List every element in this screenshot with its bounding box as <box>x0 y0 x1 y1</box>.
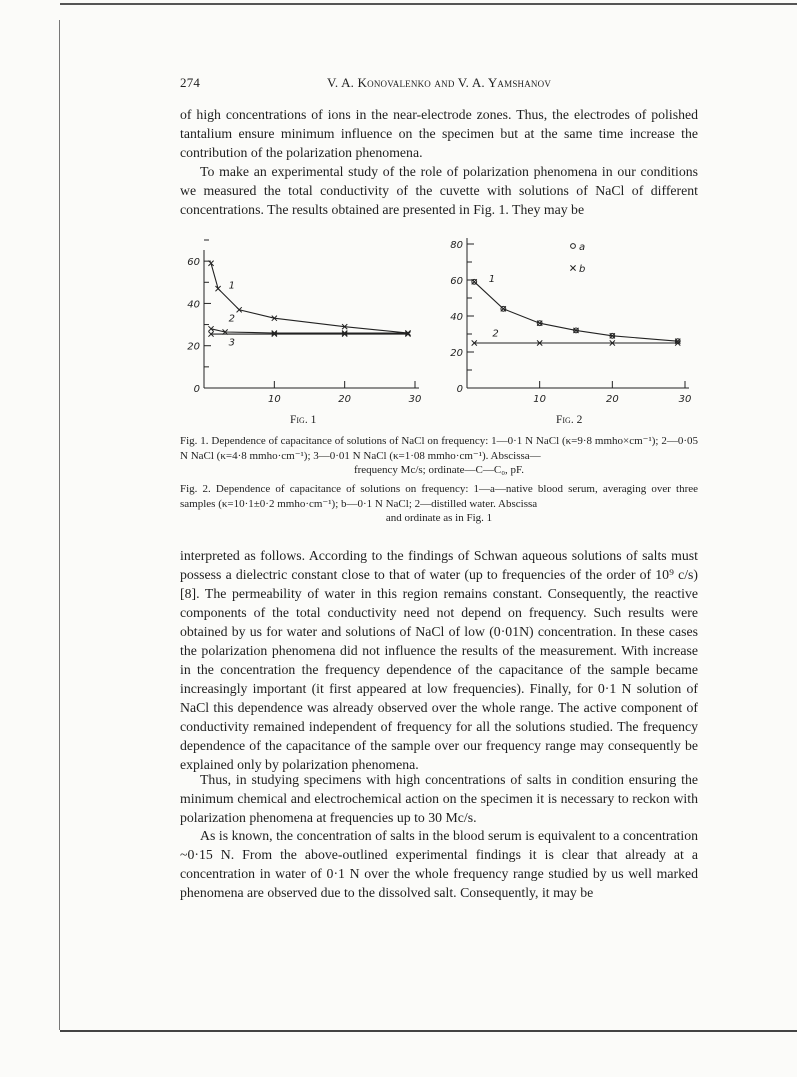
y-tick-label: 0 <box>456 384 463 395</box>
page-header <box>180 75 698 93</box>
curve-label-2: 2 <box>228 313 235 325</box>
legend-label-a: a <box>579 242 586 253</box>
y-tick-label: 80 <box>450 240 463 251</box>
curve-label-1: 1 <box>488 273 496 285</box>
y-tick-label: 20 <box>450 348 463 359</box>
y-tick-label: 60 <box>450 276 463 287</box>
figure-2-chart <box>445 232 705 412</box>
legend-marker-b <box>570 265 575 270</box>
series-line-1 <box>474 282 677 341</box>
legend-label-b: b <box>579 264 586 275</box>
page-bottom-edge <box>60 1030 797 1032</box>
figure-1-caption-text: Fig. 1. Dependence of capacitance of solutions of NaCl on frequency: 1—0·1 N NaCl (κ=9·8 mmho×cm⁻¹); 2—0·05 N NaCl (κ=4·8 mmho·cm⁻¹); 3—0·01 N NaCl (κ=1·08 mmho·cm⁻¹). Abscissa— <box>180 435 698 462</box>
running-title: V. A. Konovalenko and V. A. Yamshanov <box>326 75 552 90</box>
paragraph-2: To make an experimental study of the role of polarization phenomena in our conditions we measured the total conductivity of the cuvette with solutions of NaCl of different concentrations. The results obtained are presented in Fig. 1. They may be <box>180 164 698 217</box>
figure-1-caption <box>180 434 698 478</box>
y-tick-label: 40 <box>450 312 463 323</box>
y-tick-label: 60 <box>187 257 200 269</box>
x-tick-label: 20 <box>338 394 352 405</box>
legend-marker-a <box>571 244 576 249</box>
paragraph-5: As is known, the concentration of salts in the blood serum is equivalent to a concentration ~0·15 N. From the above-outlined experimental findings it is clear that already at a concentration in water of 0·1 N over the whole frequency range studied by us well marked phenomena are observed due to the dissolved salt. Consequently, it may be <box>180 828 698 900</box>
series-line-2 <box>211 329 408 333</box>
curve-label-2: 2 <box>492 328 499 340</box>
data-point-b <box>472 279 477 284</box>
paragraph-3: interpreted as follows. According to the findings of Schwan aqueous solutions of salts must possess a dielectric constant close to that of water (up to frequencies of the order of 10⁹ c/s) [8]. The permeability of water in this region remains constant. Consequently, the reactive components of the total conductivity need not depend on frequency. Such results were obtained by us for water and solutions of NaCl of low (0·01N) concentration. In these cases the polarization phenomena did not influence the results of the measurement. With increase in the concentration the frequency dependence of the capacitance of the sample became increasingly important (it first appeared at low frequencies). Finally, for 0·1 N solution of NaCl this dependence was already observed over the whole range. The active component of conductivity remained independent of frequency for all the solutions studied. The frequency dependence of the capacitance of the sample over our frequency range may consequently be explained only by polarization phenomena. <box>180 548 698 772</box>
x-tick-label: 30 <box>408 394 422 405</box>
curve-label-1: 1 <box>228 280 235 292</box>
figure-2-caption <box>180 482 698 526</box>
figure-1-caption-tail: frequency Mc/s; ordinate—C—C₀, pF. <box>353 464 525 476</box>
figure-1-label: Fig. 1 <box>290 414 317 426</box>
curve-label-3: 3 <box>228 337 235 349</box>
x-tick-label: 30 <box>678 394 692 405</box>
page-number: 274 <box>180 75 201 90</box>
page-top-edge <box>60 3 797 5</box>
figure-2-label: Fig. 2 <box>556 414 583 426</box>
x-tick-label: 10 <box>533 394 547 405</box>
x-tick-label: 10 <box>267 394 281 405</box>
paragraph-4: Thus, in studying specimens with high concentrations of salts in condition ensuring the minimum chemical and electrochemical action on the specimen it is necessary to reckon with polarization phenomena at frequencies up to 30 Mc/s. <box>180 772 698 825</box>
y-tick-label: 0 <box>193 384 200 395</box>
y-tick-label: 40 <box>187 299 200 311</box>
figure-2-caption-text: Fig. 2. Dependence of capacitance of solutions on frequency: 1—a—native blood serum, averaging over three samples (κ=10·1±0·2 mmho·cm⁻¹); b—0·1 N NaCl; 2—distilled water. Abscissa <box>180 483 698 510</box>
x-tick-label: 20 <box>605 394 619 405</box>
figure-2-caption-tail: and ordinate as in Fig. 1 <box>385 512 493 524</box>
data-point-b <box>501 306 506 311</box>
y-tick-label: 20 <box>187 341 200 353</box>
paragraph-1: of high concentrations of ions in the near-electrode zones. Thus, the electrodes of polished tantalium ensure minimum influence on the specimen but at the same time increase the contribution of the polarization phenomena. <box>180 107 698 160</box>
series-line-1 <box>211 263 408 333</box>
page-left-edge <box>59 20 60 1030</box>
figure-1-chart <box>180 232 430 412</box>
